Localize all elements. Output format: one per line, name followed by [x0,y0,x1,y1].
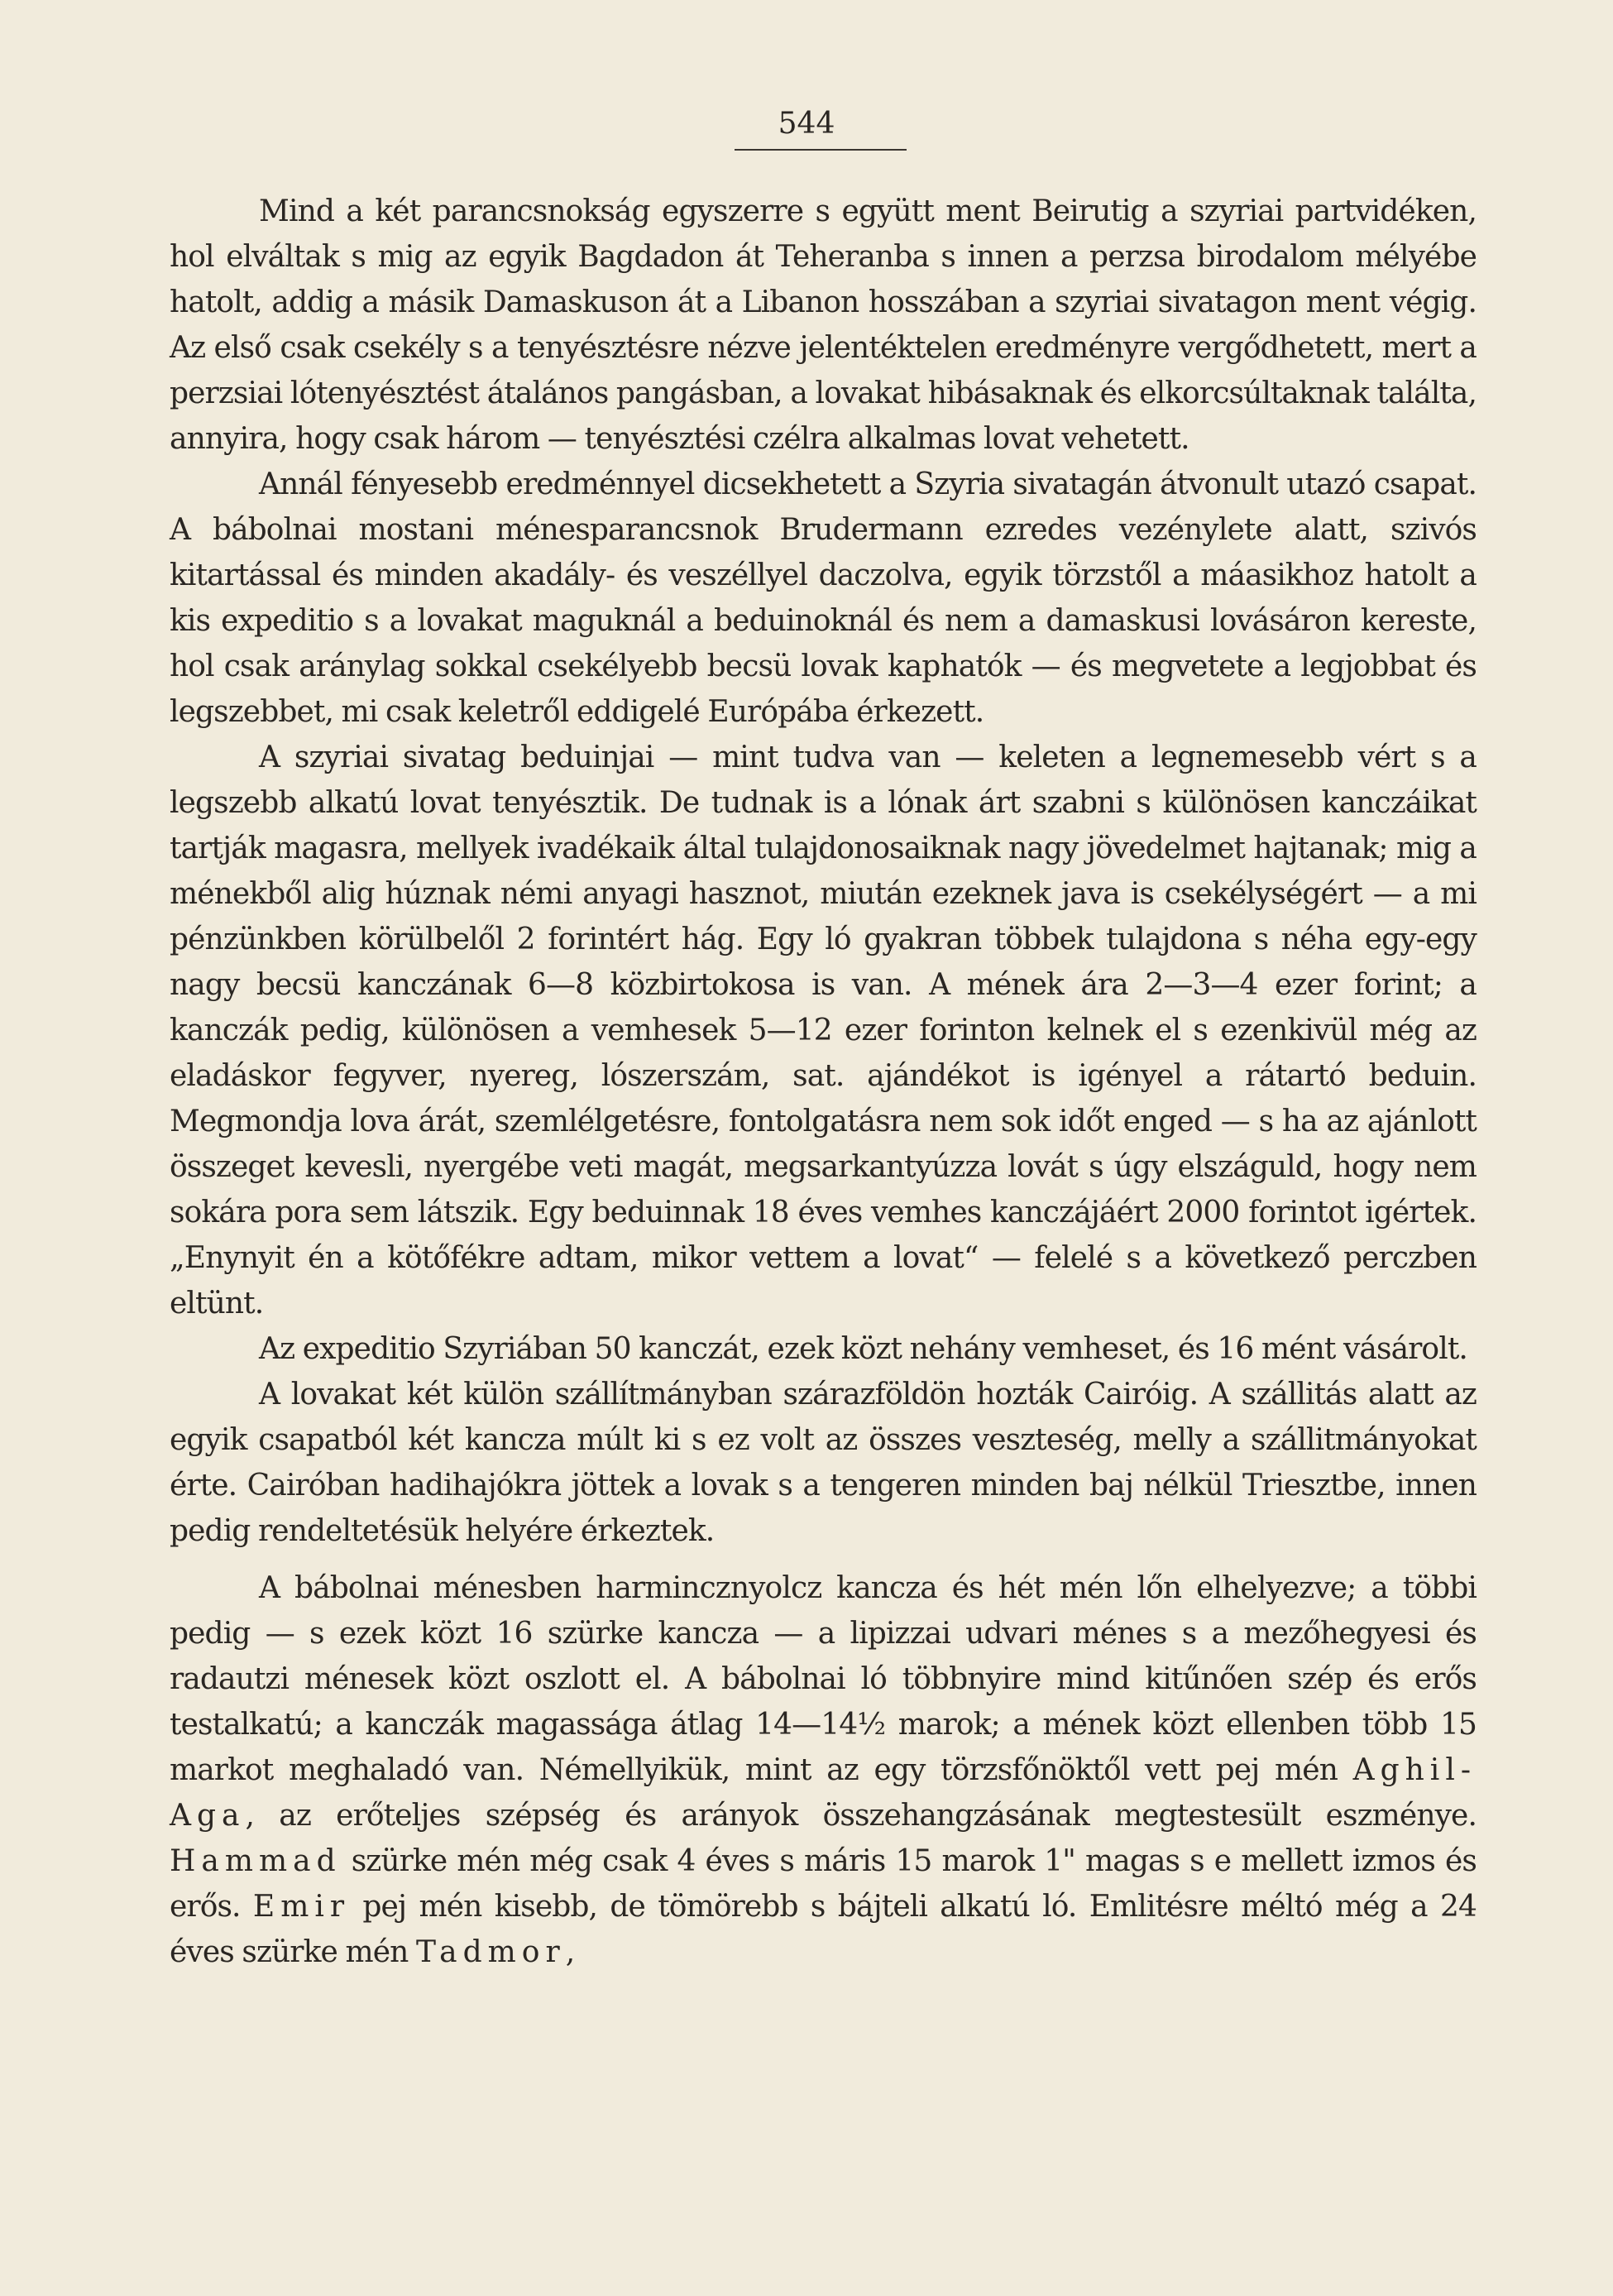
paragraph: Az expeditio Szyriában 50 kanczát, ezek közt nehány vemheset, és 16 mént vásárolt. [259,1332,1467,1366]
paragraph: A lovakat két külön szállítmányban szárazföldön hozták Cairóig. A szállitás alatt az egyik csapatból két kancza múlt ki s ez volt az összes veszteség, melly a szállitmányokat érte. Cairóban hadihajókra jöttek a lovak s a tengeren minden baj nélkül Triesztbe, innen pedig rendeltetésük helyére érkeztek. [170,1378,1477,1548]
paragraph: Mind a két parancsnokság egyszerre s együtt ment Beirutig a szyriai partvidéken, hol elváltak s mig az egyik Bagdadon át Teheranba s innen a perzsa birodalom mélyébe hatolt, addig a másik Damaskuson át a Libanon hosszában a szyriai sivatagon ment végig. Az első csak csekély s a tenyésztésre nézve jelentéktelen eredményre vergődhetett, mert a perzsiai lótenyésztést átalános pangásban, a lovakat hibásaknak és elkorcsúltaknak találta, annyira, hogy csak három — tenyésztési czélra alkalmas lovat vehetett. [170,194,1477,456]
paragraph [170,1565,1477,1975]
horse-name: Hammad [170,1844,342,1878]
horse-name: Tadmor [415,1935,566,1969]
paragraph: Annál fényesebb eredménnyel dicsekhetett a Szyria sivatagán átvonult utazó csapat. A bábolnai mostani ménesparancsnok Brudermann ezredes vezénylete alatt, szivós kitartással és minden akadály- és veszéllyel daczolva, egyik törzstől a máasikhoz hatolt a kis expeditio s a lovakat maguknál a beduinoknál és nem a damaskusi lovásáron kereste, hol csak aránylag sokkal csekélyebb becsü lovak kaphatók — és megvetete a legjobbat és legszebbet, mi csak keletről eddigelé Európába érkezett. [170,467,1477,729]
horse-name: Emir [252,1890,351,1924]
paragraph-text: , az erőteljes szépség és arányok összehangzásának megtestesült eszménye. [245,1799,1477,1833]
page-number: 544 [778,107,835,141]
horse-name: Aghil-Aga [170,1753,1477,1833]
paragraph-text: pej mén kisebb, de tömörebb s bájteli alkatú ló. Emlitésre méltó még a 24 éves szürke mén [170,1890,1477,1969]
paragraph-text: , [565,1935,575,1969]
paragraph-text: A bábolnai ménesben harmincznyolcz kancza és hét mén lőn elhelyezve; a többi pedig — s ezek közt 16 szürke kancza — a lipizzai udvari ménes s a mezőhegyesi és radautzi ménesek közt oszlott el. A bábolnai ló többnyire mind kitűnően szép és erős testalkatú; a kanczák magassága átlag 14—14½ marok; a mének közt ellenben több 15 markot meghaladó van. Némellyikük, mint az egy törzsfőnöktől vett pej mén [170,1571,1477,1787]
header-rule [735,149,907,151]
body-text [170,189,1477,1975]
paragraph: A szyriai sivatag beduinjai — mint tudva van — keleten a legnemesebb vért s a legszebb alkatú lovat tenyésztik. De tudnak is a lónak árt szabni s különösen kanczáikat tartják magasra, mellyek ivadékaik által tulajdonosaiknak nagy jövedelmet hajtanak; mig a ménekből alig húznak némi anyagi hasznot, miután ezeknek java is csekélységért — a mi pénzünkben körülbelől 2 forintért hág. Egy ló gyakran többek tulajdona s néha egy-egy nagy becsü kanczának 6—8 közbirtokosa is van. A mének ára 2—3—4 ezer forint; a kanczák pedig, különösen a vemhesek 5—12 ezer forinton kelnek el s ezenkivül még az eladáskor fegyver, nyereg, lószerszám, sat. ajándékot is igényel a rátartó beduin. Megmondja lova árát, szemlélgetésre, fontolgatásra nem sok időt enged — s ha az ajánlott összeget kevesli, nyergébe veti magát, megsarkantyúzza lovát s úgy elszáguld, hogy nem sokára pora sem látszik. Egy beduinnak 18 éves vemhes kanczájáért 2000 forintot igértek. „Enynyit én a kötőfékre adtam, mikor vettem a lovat“ — felelé s a következő perczben eltünt. [170,741,1477,1321]
paragraph-text: szürke mén még csak 4 éves s máris 15 marok 1" magas s e mellett izmos és erős. [170,1844,1477,1924]
